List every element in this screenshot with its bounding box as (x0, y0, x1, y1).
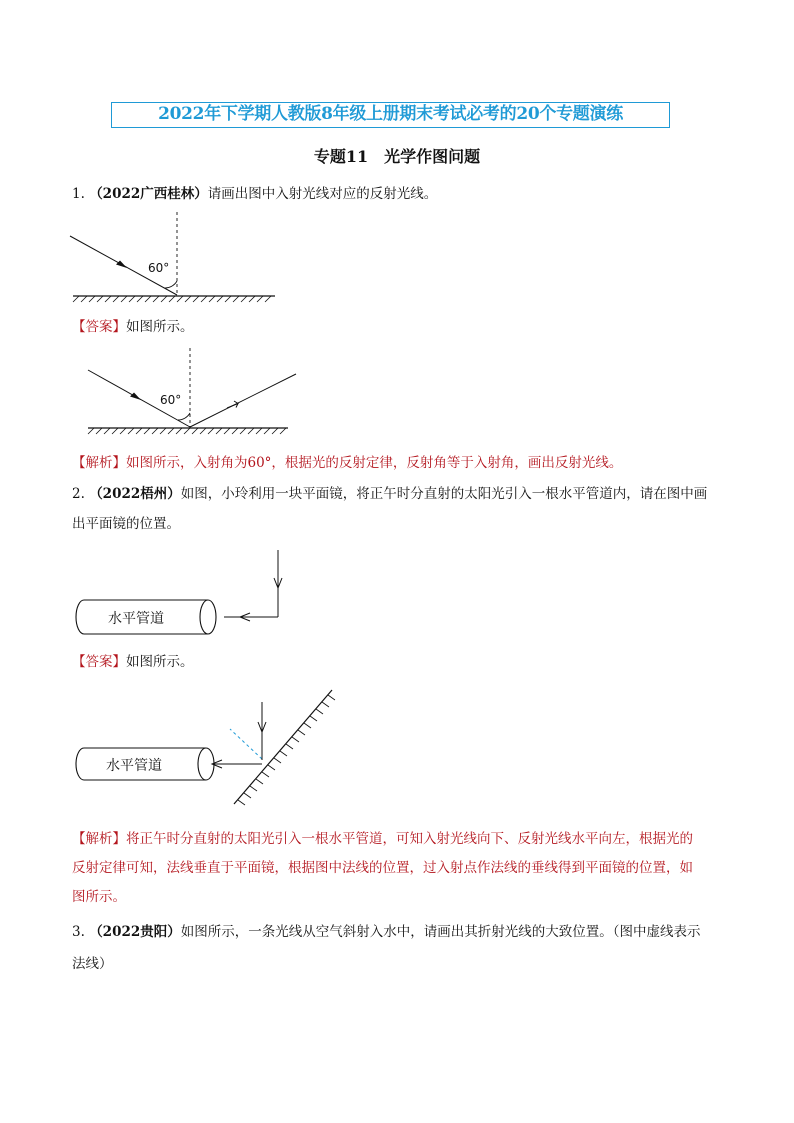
question-source: （2022广西桂林） (89, 186, 208, 202)
question-number: 3. (72, 924, 85, 940)
question-text: 请画出图中入射光线对应的反射光线。 (207, 186, 438, 202)
answer-tag: 【答案】 (72, 654, 126, 670)
angle-label: 60° (148, 261, 170, 275)
reflected-ray (190, 374, 296, 427)
question-3-cont (72, 952, 732, 976)
question-number: 1. (72, 186, 85, 202)
q2-answer-figure (72, 684, 342, 810)
analysis-tag: 【解析】 (72, 455, 126, 471)
q1-figure (70, 210, 280, 302)
answer-tag: 【答案】 (72, 319, 126, 335)
pipe-label: 水平管道 (108, 611, 164, 627)
analysis-text-line2: 反射定律可知，法线垂直于平面镜，根据图中法线的位置，过入射点作法线的垂线得到平面镜的位置，如 (72, 860, 693, 876)
incident-arrow (116, 261, 127, 269)
pipe-opening (200, 600, 216, 634)
answer-text: 如图所示。 (126, 654, 194, 670)
reflected-arrow (227, 401, 238, 408)
series-banner: 2022年下学期人教版8年级上册期末考试必考的20个专题演练 (111, 102, 670, 128)
answer-1 (72, 315, 732, 339)
analysis-2-cont2 (72, 885, 732, 909)
incident-arrow (130, 393, 141, 401)
question-text-line2: 出平面镜的位置。 (72, 516, 180, 532)
q1-answer-figure (86, 346, 298, 438)
question-source: （2022梧州） (89, 486, 181, 502)
analysis-tag: 【解析】 (72, 831, 126, 847)
question-3 (72, 920, 732, 944)
analysis-2 (72, 827, 732, 851)
answer-text: 如图所示。 (126, 319, 194, 335)
angle-arc (178, 413, 190, 420)
question-1 (72, 182, 732, 206)
question-2 (72, 482, 732, 506)
question-text-line1: 如图，小玲利用一块平面镜，将正午时分直射的太阳光引入一根水平管道内，请在图中画 (180, 486, 708, 502)
question-text-line2: 法线） (72, 956, 113, 972)
pipe-label: 水平管道 (106, 758, 162, 774)
analysis-text-line3: 图所示。 (72, 889, 126, 905)
normal-line (230, 729, 262, 759)
question-text-line1: 如图所示，一条光线从空气斜射入水中，请画出其折射光线的大致位置。（图中虚线表示 (180, 924, 701, 940)
question-source: （2022贵阳） (89, 924, 181, 940)
angle-arc (164, 281, 177, 288)
topic-number: 专题11 (313, 147, 369, 166)
question-2-cont (72, 512, 732, 536)
analysis-2-cont (72, 856, 732, 880)
question-number: 2. (72, 486, 85, 502)
angle-label: 60° (160, 393, 182, 407)
plane-mirror (234, 690, 332, 804)
analysis-1 (72, 451, 732, 475)
mirror-hatching (88, 428, 286, 434)
analysis-text: 如图所示，入射角为60°，根据光的反射定律，反射角等于入射角，画出反射光线。 (126, 455, 623, 471)
page-title (0, 146, 794, 168)
topic-name: 光学作图问题 (384, 147, 481, 166)
answer-2 (72, 650, 732, 674)
q2-figure (72, 548, 292, 642)
mirror-hatching (73, 296, 271, 302)
analysis-text-line1: 将正午时分直射的太阳光引入一根水平管道，可知入射光线向下、反射光线水平向左，根据光的 (126, 831, 693, 847)
